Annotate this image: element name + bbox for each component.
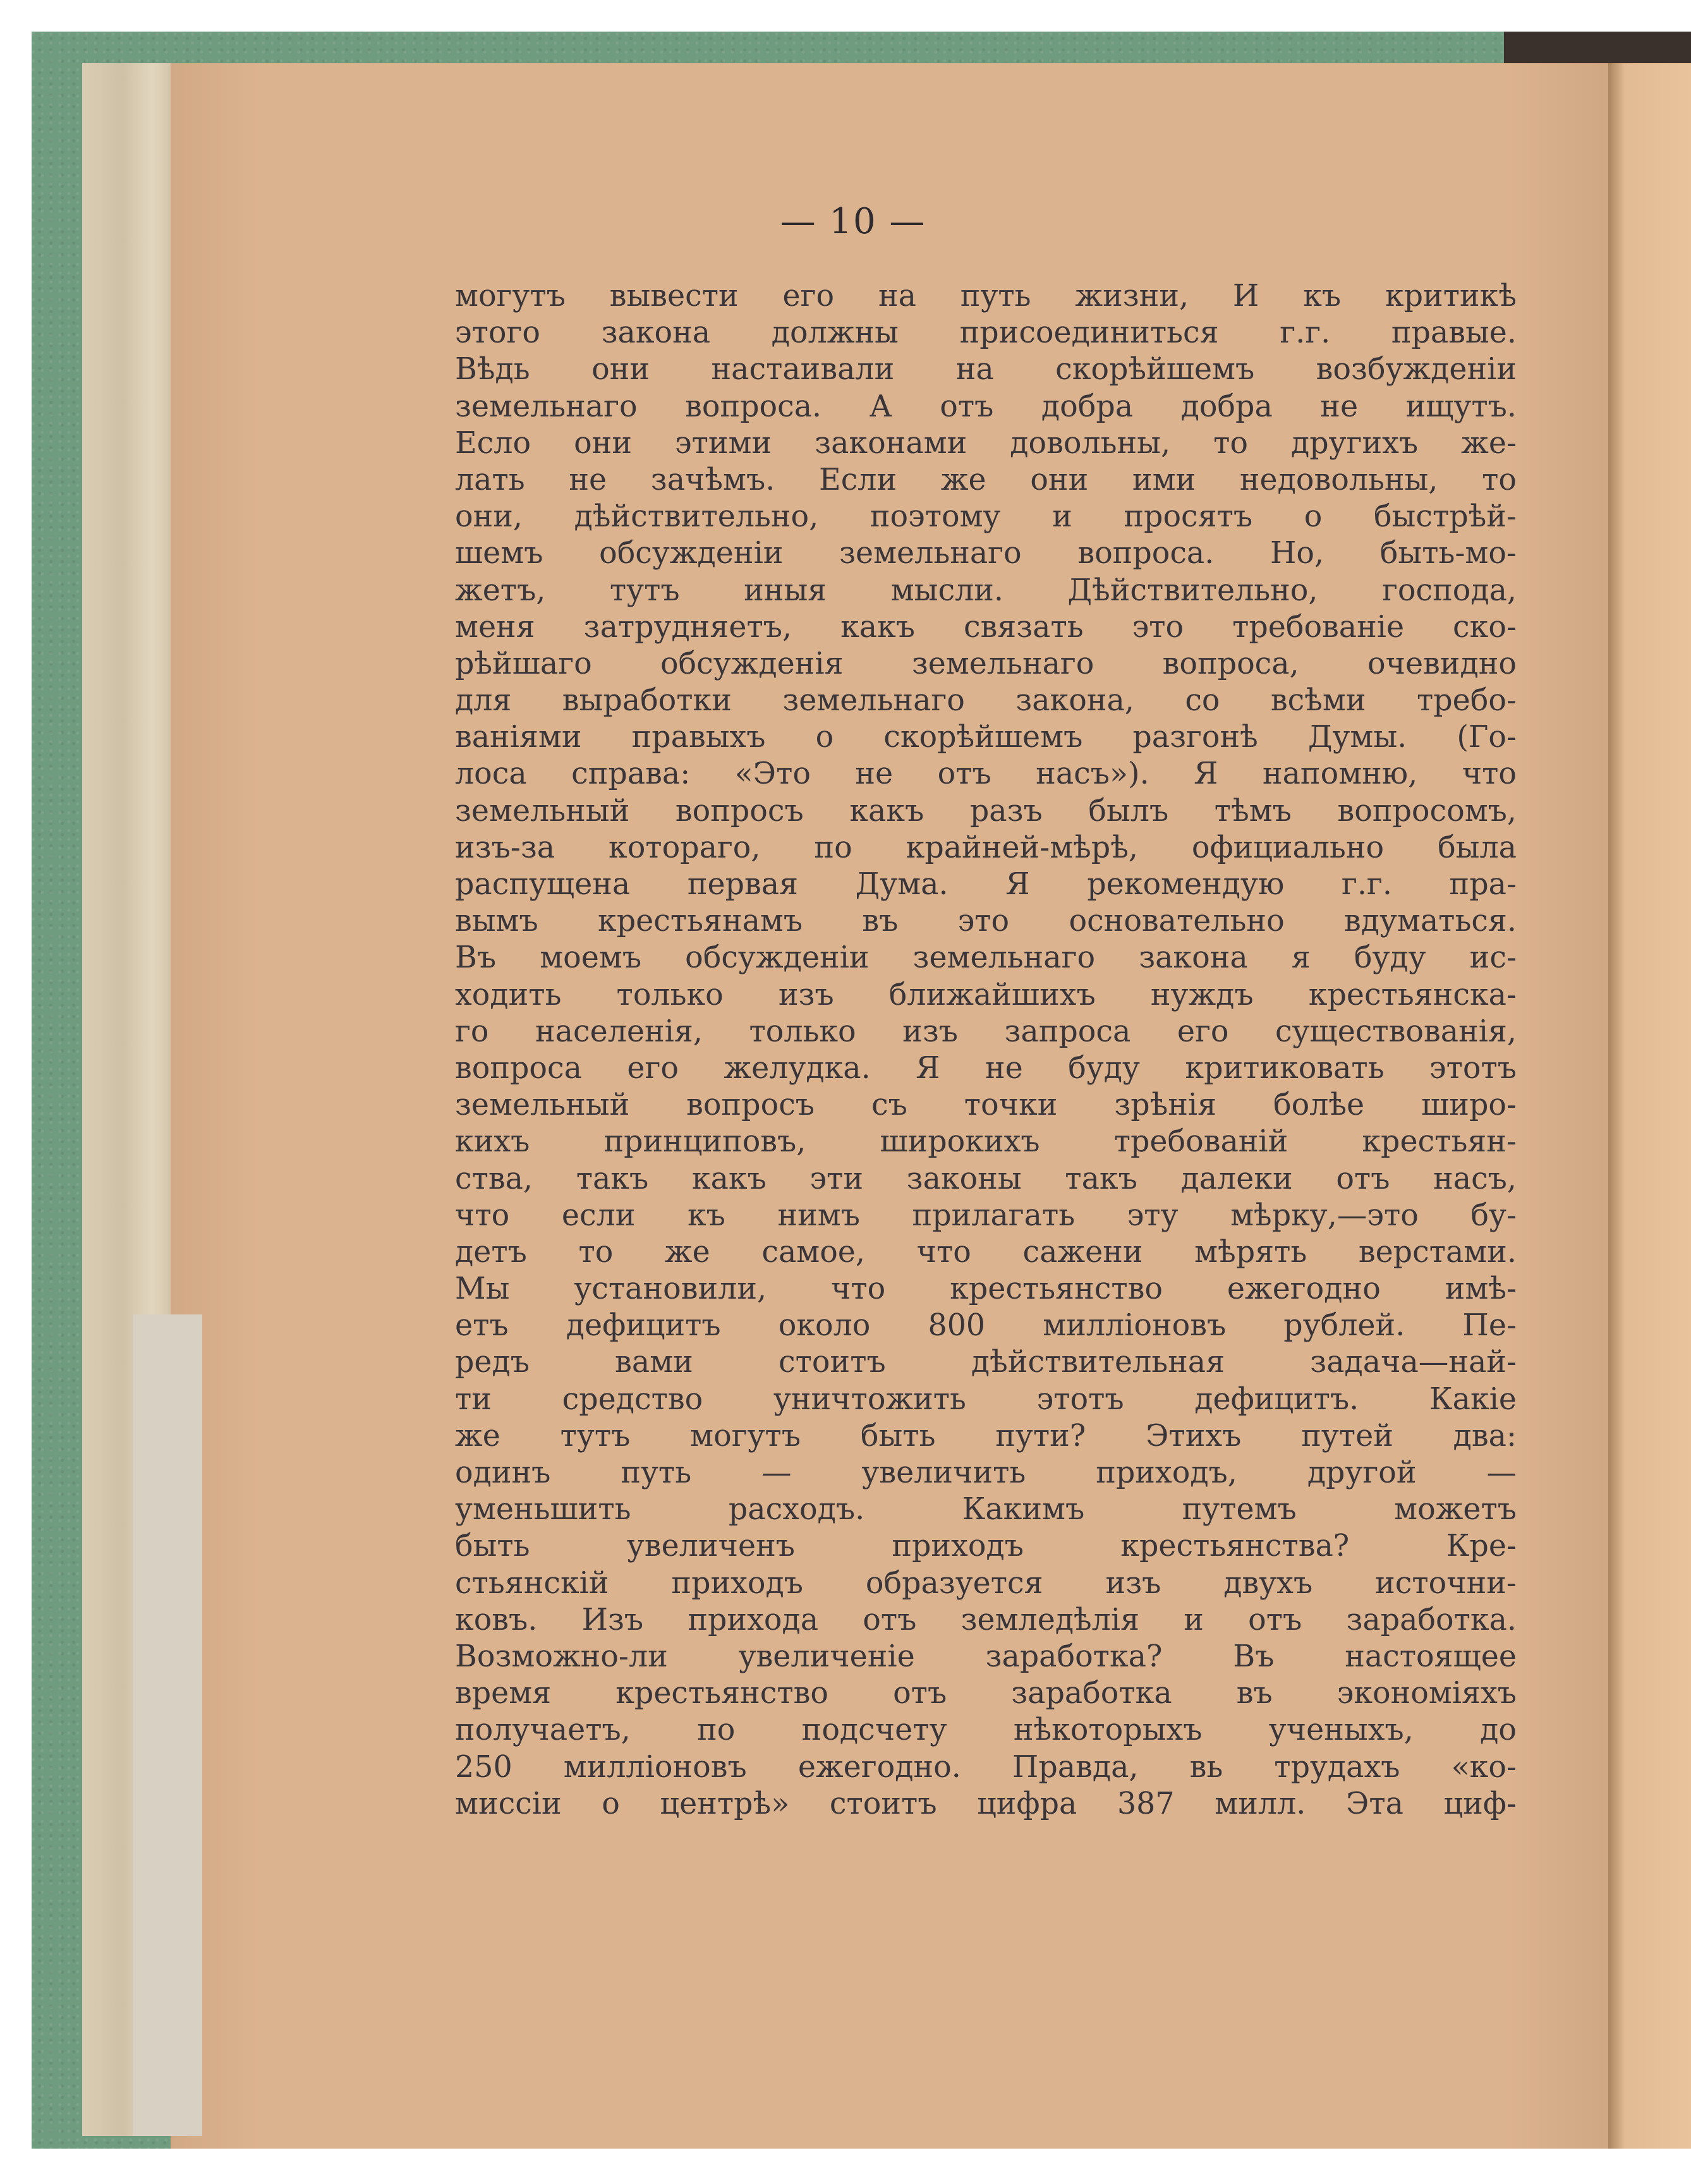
text-line: Возможно-ли увеличеніе заработка? Въ настоящее bbox=[455, 1639, 1517, 1674]
text-line: меня затрудняетъ, какъ связать это требованіе ско- bbox=[455, 609, 1517, 645]
text-line: вопроса его желудка. Я не буду критиковать этотъ bbox=[455, 1050, 1517, 1086]
text-line: ходить только изъ ближайшихъ нуждъ крестьянска- bbox=[455, 977, 1517, 1012]
text-line: же тутъ могутъ быть пути? Этихъ путей два: bbox=[455, 1418, 1517, 1453]
text-line: Вѣдь они настаивали на скорѣйшемъ возбужденіи bbox=[455, 352, 1517, 387]
text-line: лать не зачѣмъ. Если же они ими недовольны, то bbox=[455, 462, 1517, 497]
text-line: ковъ. Изъ прихода отъ земледѣлія и отъ заработка. bbox=[455, 1602, 1517, 1637]
text-line: лоса справа: «Это не отъ насъ»). Я напомню, что bbox=[455, 756, 1517, 792]
text-line: детъ то же самое, что сажени мѣрять верстами. bbox=[455, 1234, 1517, 1270]
text-line: распущена первая Дума. Я рекомендую г.г. пра- bbox=[455, 867, 1517, 902]
text-line: стьянскій приходъ образуется изъ двухъ источни- bbox=[455, 1565, 1517, 1601]
text-line: етъ дефицитъ около 800 милліоновъ рублей. Пе- bbox=[455, 1308, 1517, 1344]
text-line: Въ моемъ обсужденіи земельнаго закона я буду ис- bbox=[455, 940, 1517, 976]
text-line: го населенія, только изъ запроса его существованія, bbox=[455, 1014, 1517, 1049]
text-line: миссіи о центрѣ» стоитъ цифра 387 милл. Эта циф- bbox=[455, 1786, 1517, 1821]
text-line: получаетъ, по подсчету нѣкоторыхъ ученыхъ, до bbox=[455, 1713, 1517, 1748]
text-line: Есло они этими законами довольны, то другихъ же- bbox=[455, 425, 1517, 461]
text-line: что если къ нимъ прилагать эту мѣрку,—это бу- bbox=[455, 1198, 1517, 1233]
text-line: они, дѣйствительно, поэтому и просятъ о быстрѣй- bbox=[455, 499, 1517, 535]
text-line: вымъ крестьянамъ въ это основательно вдуматься. bbox=[455, 904, 1517, 939]
text-line: 250 милліоновъ ежегодно. Правда, вь трудахъ «ко- bbox=[455, 1749, 1517, 1785]
text-line: жетъ, тутъ иныя мысли. Дѣйствительно, господа, bbox=[455, 573, 1517, 608]
body-text bbox=[455, 278, 1517, 1823]
text-line: ваніями правыхъ о скорѣйшемъ разгонѣ Думы. (Го- bbox=[455, 720, 1517, 755]
text-line: уменьшить расходъ. Какимъ путемъ можетъ bbox=[455, 1492, 1517, 1527]
text-line: Мы установили, что крестьянство ежегодно имѣ- bbox=[455, 1271, 1517, 1307]
text-line: шемъ обсужденіи земельнаго вопроса. Но, быть-мо- bbox=[455, 536, 1517, 571]
text-line: ства, такъ какъ эти законы такъ далеки отъ насъ, bbox=[455, 1161, 1517, 1196]
binding-paper-strip bbox=[133, 1314, 202, 2136]
text-line: ти средство уничтожить этотъ дефицитъ. Какіе bbox=[455, 1381, 1517, 1417]
text-line: рѣйшаго обсужденія земельнаго вопроса, очевидно bbox=[455, 646, 1517, 681]
text-line: могутъ вывести его на путь жизни, И къ критикѣ bbox=[455, 279, 1517, 313]
text-line: земельный вопросъ съ точки зрѣнія болѣе широ- bbox=[455, 1088, 1517, 1123]
adjacent-page-edge bbox=[1608, 63, 1691, 2149]
text-line: редъ вами стоитъ дѣйствительная задача—най- bbox=[455, 1345, 1517, 1380]
text-line: изъ-за котораго, по крайней-мѣрѣ, официально была bbox=[455, 830, 1517, 865]
text-line: этого закона должны присоединиться г.г. правые. bbox=[455, 315, 1517, 351]
text-line: быть увеличенъ приходъ крестьянства? Кре- bbox=[455, 1529, 1517, 1564]
text-line: время крестьянство отъ заработка въ экономіяхъ bbox=[455, 1676, 1517, 1711]
text-line: кихъ принциповъ, широкихъ требованій крестьян- bbox=[455, 1124, 1517, 1160]
text-line: для выработки земельнаго закона, со всѣми требо- bbox=[455, 683, 1517, 719]
text-line: земельный вопросъ какъ разъ былъ тѣмъ вопросомъ, bbox=[455, 793, 1517, 828]
text-line: земельнаго вопроса. А отъ добра добра не ищутъ. bbox=[455, 389, 1517, 424]
page-number: — 10 — bbox=[780, 201, 926, 242]
text-line: одинъ путь — увеличить приходъ, другой — bbox=[455, 1455, 1517, 1490]
